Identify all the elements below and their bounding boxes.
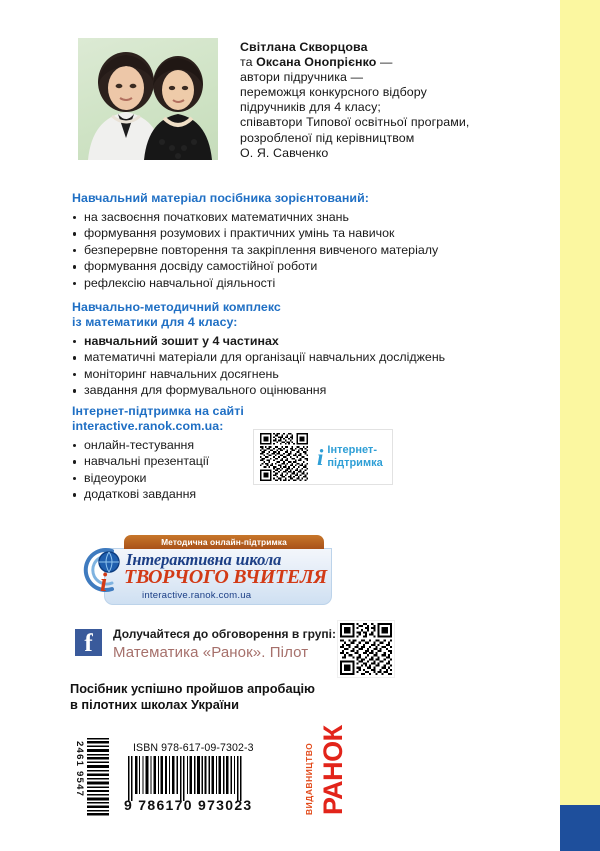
authors-block xyxy=(78,38,508,164)
author-line2-suffix: — xyxy=(376,55,393,70)
internet-support-label-line2: підтримка xyxy=(327,457,383,469)
authors-photo xyxy=(78,38,218,160)
facebook-icon[interactable]: f xyxy=(75,629,102,656)
barcode-digits: 9 786170 973023 xyxy=(124,797,253,813)
facebook-invite-text: Долучайтеся до обговорення в групі: xyxy=(113,627,336,641)
approbation-note xyxy=(70,681,315,712)
list-item: додаткові завдання xyxy=(72,486,209,502)
svg-text:i: i xyxy=(100,568,108,595)
approbation-line2: в пілотних школах України xyxy=(70,696,240,712)
interactive-school-banner[interactable] xyxy=(82,533,332,605)
globe-icon xyxy=(82,545,130,595)
barcode-side-digits: 2461 9547 xyxy=(74,741,85,798)
list-item: моніторинг навчальних досягнень xyxy=(72,366,445,382)
info-i-icon: i xyxy=(317,444,324,470)
publisher-logo xyxy=(304,725,360,815)
authors-line-6: співавтори Типової освітньої програми, xyxy=(240,115,470,130)
section2-heading-line2: із математики для 4 класу: xyxy=(72,314,238,329)
publisher-word-ranok: РАНОК xyxy=(318,725,348,815)
edge-strip-blue xyxy=(560,805,600,851)
section1-list xyxy=(72,209,438,291)
author-name-2: Оксана Онопрієнко xyxy=(256,55,377,70)
internet-support-card[interactable] xyxy=(253,429,393,485)
list-item: онлайн-тестування xyxy=(72,437,209,453)
section3-heading-line1: Інтернет-підтримка на сайті xyxy=(72,404,244,418)
list-item: математичні матеріали для організації навчальних досліджень xyxy=(72,349,445,365)
authors-line-4: переможця конкурсного відбору xyxy=(240,85,427,100)
section3-list xyxy=(72,437,209,503)
list-item: формування досвіду самостійної роботи xyxy=(72,258,438,274)
banner-url[interactable]: interactive.ranok.com.ua xyxy=(142,590,252,601)
authors-line-5: підручників для 4 класу; xyxy=(240,100,381,115)
list-item: на засвоєння початкових математичних знань xyxy=(72,209,438,225)
list-item: завдання для формувального оцінювання xyxy=(72,382,445,398)
list-item: безперервне повторення та закріплення вивченого матеріалу xyxy=(72,242,438,258)
internet-support-label-line1: Інтернет- xyxy=(327,444,377,456)
list-item: рефлексію навчальної діяльності xyxy=(72,275,438,291)
section2-list xyxy=(72,333,445,399)
list-item: відеоуроки xyxy=(72,470,209,486)
qr-code-facebook-group[interactable] xyxy=(337,620,395,678)
isbn-text: ISBN 978-617-09-7302-3 xyxy=(133,742,254,754)
edge-strip-yellow xyxy=(560,0,600,805)
section3-heading-line2: interactive.ranok.com.ua: xyxy=(72,418,224,433)
qr-code-internet-support[interactable] xyxy=(260,433,308,481)
author-name-1: Світлана Скворцова xyxy=(240,40,368,54)
banner-title-line2: ТВОРЧОГО ВЧИТЕЛЯ xyxy=(124,566,327,588)
banner-title-line1: Інтерактивна школа xyxy=(126,550,282,569)
list-item: навчальний зошит у 4 частинах xyxy=(72,333,445,349)
facebook-group-name[interactable]: Математика «Ранок». Пілот xyxy=(113,644,309,661)
internet-support-label xyxy=(327,444,382,470)
author-line2-prefix: та xyxy=(240,55,257,70)
banner-ribbon: Методична онлайн-підтримка xyxy=(124,535,324,549)
authors-description xyxy=(240,40,510,161)
publisher-word-vydavnytstvo: ВИДАВНИЦТВО xyxy=(304,742,314,815)
section1-heading: Навчальний матеріал посібника зорієнтований: xyxy=(72,191,369,205)
section2-heading xyxy=(72,300,372,329)
list-item: формування розумових і практичних умінь та навичок xyxy=(72,225,438,241)
list-item: навчальні презентації xyxy=(72,453,209,469)
authors-line-3: автори підручника — xyxy=(240,70,364,85)
author-name-2-line xyxy=(240,55,510,70)
approbation-line1: Посібник успішно пройшов апробацію xyxy=(70,681,315,696)
authors-line-8: О. Я. Савченко xyxy=(240,145,329,160)
section2-heading-line1: Навчально-методичний комплекс xyxy=(72,300,281,314)
barcode-ean13 xyxy=(126,756,244,801)
authors-line-7: розробленої під керівництвом xyxy=(240,130,415,145)
